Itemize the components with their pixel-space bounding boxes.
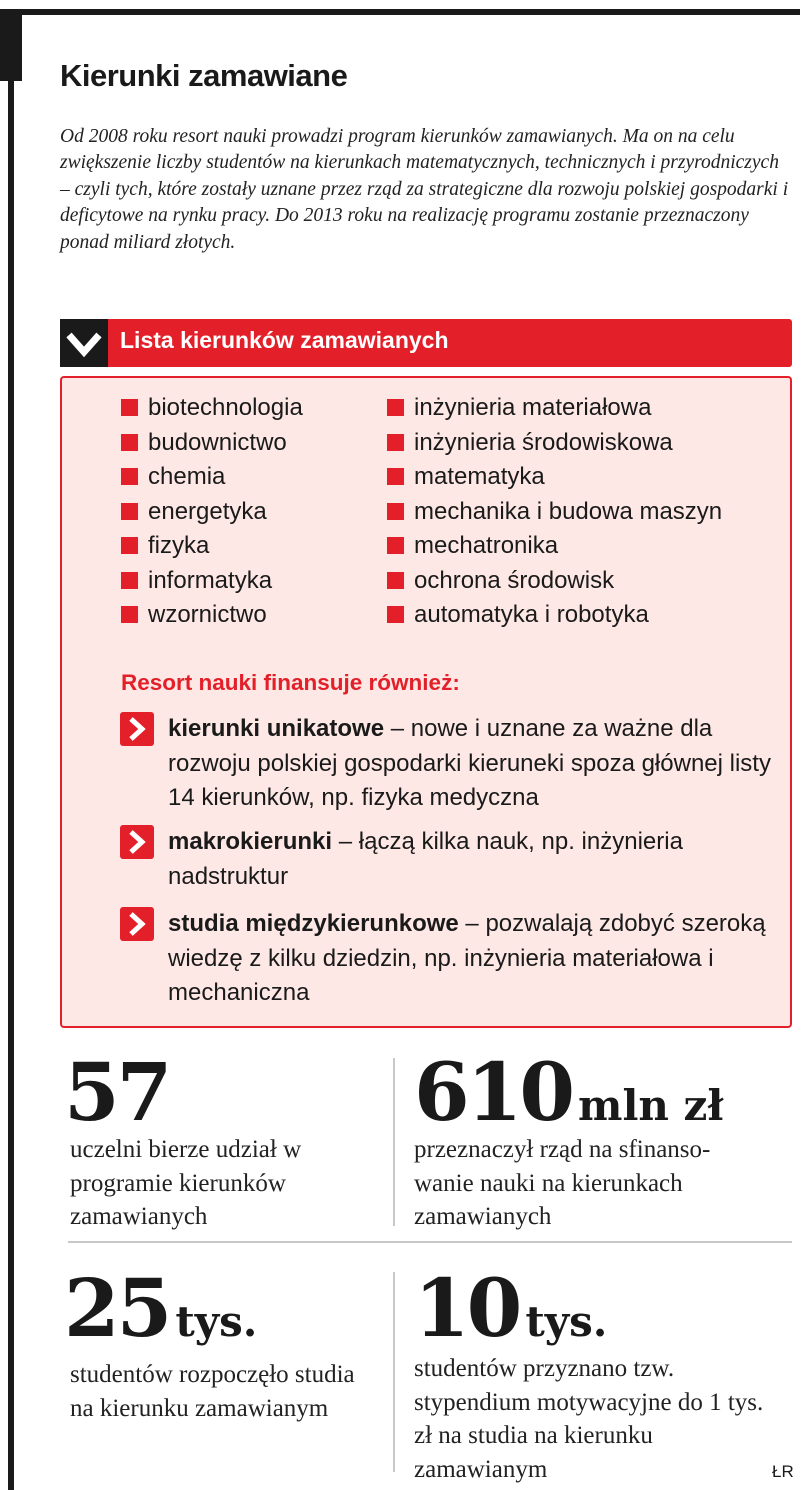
list-item-label: energetyka [148,497,267,525]
red-square-icon [121,606,138,623]
list-item-label: matematyka [414,463,545,490]
also-funded-heading: Resort nauki finansuje również: [121,670,460,695]
list-item [387,565,722,600]
stat-students-unit: tys. [175,1297,258,1346]
red-square-icon [387,606,404,623]
author-credit: ŁR [772,1462,794,1481]
list-item-label: fizyka [148,532,210,559]
chevron-right-icon [120,825,154,859]
chevron-right-icon [120,712,154,746]
list-item-label: wzornictwo [148,601,267,628]
stat-divider-horizontal [68,1241,792,1243]
list-item [387,427,722,462]
list-item [387,496,722,531]
list-item-label: chemia [148,463,226,490]
list-item [121,530,303,565]
also-funded-desc: – nowe i uznane za ważne dla rozwoju polskiej gospodarki kieruneki spoza głównej listy 14 kierunków, np. fizyka medyczna [168,715,771,811]
list-item-label: informatyka [148,566,273,594]
also-funded-term: kierunki unikatowe [168,715,385,742]
list-header-title: Lista kierunków zamawianych [120,327,449,353]
red-square-icon [121,572,138,589]
list-item [121,461,303,496]
list-item-label: inżynieria środowiskowa [414,428,673,456]
stat-divider-vertical [393,1272,395,1472]
red-square-icon [387,572,404,589]
list-item [121,565,303,600]
also-funded-term: studia międzykierunkowe [168,910,459,937]
list-column-right [387,392,722,634]
chevron-right-icon [120,907,154,941]
stat-divider-vertical [393,1058,395,1226]
stat-scholarship-unit: tys. [525,1297,608,1346]
list-item-label: mechatronika [414,532,559,559]
stat-funding-unit: mln zł [578,1081,724,1130]
red-square-icon [387,503,404,520]
list-item [387,461,722,496]
list-item [121,392,303,427]
red-square-icon [387,399,404,416]
stat-scholarship-value: 10 tys. [414,1261,608,1355]
also-funded-desc: – łączą kilka nauk, np. inżynieria nadstruktur [168,828,683,890]
chevron-down-icon [60,319,108,367]
red-square-icon [387,434,404,451]
list-item [387,530,722,565]
stat-students-value: 25 tys. [64,1261,258,1355]
also-funded-desc: – pozwalają zdobyć szeroką wiedzę z kilku dziedzin, np. inżynieria materiałowa i mechaniczna [168,910,766,1006]
also-funded-term: makrokierunki [168,828,333,855]
frame-left-rule [8,9,14,1490]
list-item-label: inżynieria materiałowa [414,394,652,421]
list-item [387,599,722,634]
also-funded-item [120,825,780,894]
also-funded-item [120,712,780,816]
frame-corner-tab [0,9,22,81]
list-item [121,599,303,634]
stat-universities-desc: uczelni bierze udział w programie kierunków zamawianych [70,1136,302,1230]
stat-students-desc: studentów rozpoczęło studia na kierunku zamawianym [70,1361,355,1422]
also-funded-item [120,907,780,1011]
list-item-label: mechanika i budowa maszyn [414,497,723,525]
red-square-icon [121,503,138,520]
list-item-label: ochrona środowisk [414,566,615,594]
list-column-left [121,392,303,634]
list-item [121,496,303,531]
list-item-label: biotechnologia [148,394,303,421]
red-square-icon [121,434,138,451]
frame-top-rule [8,9,800,15]
red-square-icon [121,399,138,416]
red-square-icon [387,468,404,485]
stat-scholarship-desc: studentów przyznano tzw. stypendium motywacyjne do 1 tys. zł na studia na kierunku zamawianym [414,1355,764,1483]
list-item [387,392,722,427]
intro-paragraph: Od 2008 roku resort nauki prowadzi program kierunków zamawianych. Ma on na celu zwiększenie liczby studentów na kierunkach matematycznych, technicznych i przyrodniczych – czyli tych, które zostały uznane przez rząd za strategiczne dla rozwoju polskiej gospodarki i deficytowe na rynku pracy. Do 2013 roku na realizację programu zostanie przeznaczony ponad miliard złotych. [60,126,789,253]
red-square-icon [121,537,138,554]
list-item [121,427,303,462]
stat-funding-value: 610 mln zł [414,1045,724,1139]
list-item-label: automatyka i robotyka [414,601,649,628]
stat-funding-desc: przeznaczył rząd na sfinanso-wanie nauki na kierunkach zamawianych [414,1136,711,1230]
list-item-label: budownictwo [148,428,287,456]
red-square-icon [121,468,138,485]
page-title: Kierunki zamawiane [60,58,348,93]
stat-universities-value: 57 [64,1045,170,1139]
red-square-icon [387,537,404,554]
